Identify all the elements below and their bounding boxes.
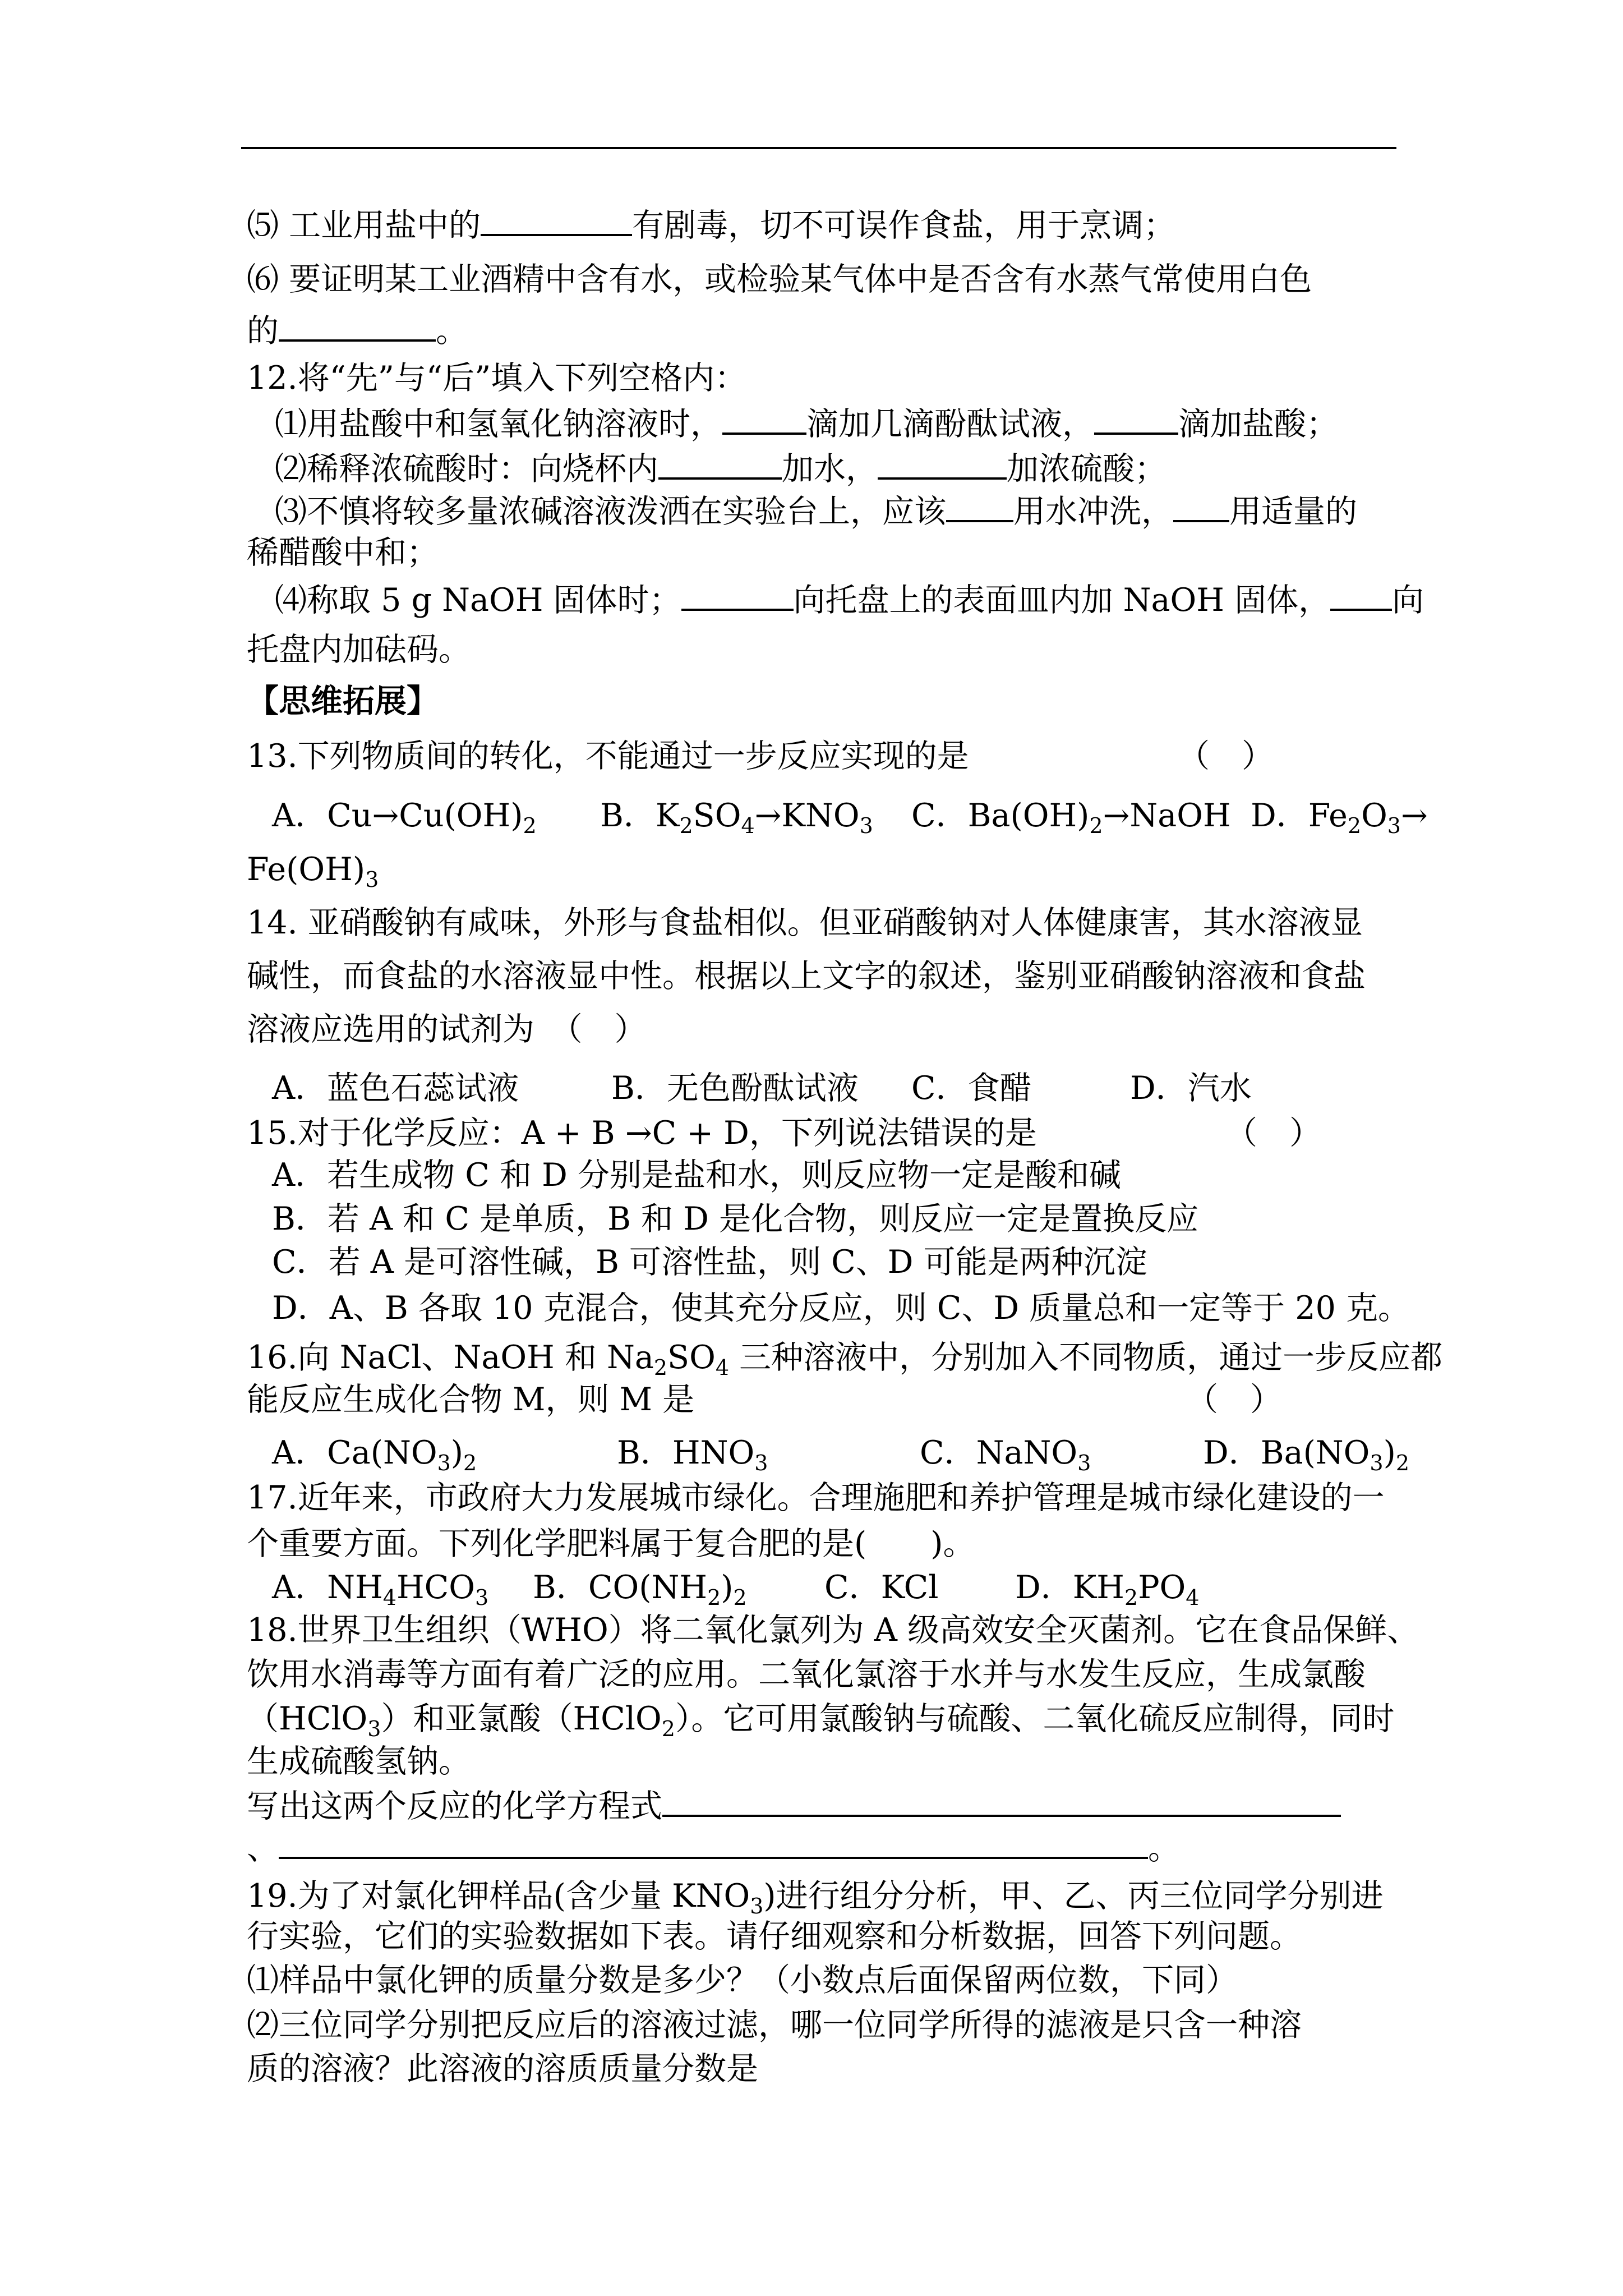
text: B．HNO <box>617 1434 755 1471</box>
subscript: 3 <box>437 1451 451 1475</box>
answer-blank[interactable] <box>681 581 794 611</box>
text: 。 <box>436 312 468 349</box>
text: 稀醋酸中和； <box>247 534 439 571</box>
q18-line-5 <box>247 1784 1341 1829</box>
subscript: 2 <box>661 1717 675 1741</box>
text: 加浓硫酸； <box>1007 450 1166 487</box>
subscript: 2 <box>707 1585 721 1610</box>
subscript: 2 <box>1395 1451 1410 1475</box>
subscript: 4 <box>382 1585 396 1610</box>
q18-line-1 <box>247 1608 1419 1653</box>
q16-line-2 <box>247 1377 694 1422</box>
answer-blank[interactable] <box>946 492 1013 522</box>
header-rule <box>241 147 1396 149</box>
text: ) <box>721 1569 734 1606</box>
text: C．若 A 是可溶性碱，B 可溶性盐，则 C、D 可能是两种沉淀 <box>272 1244 1147 1281</box>
subscript: 2 <box>1347 813 1362 838</box>
text: D．A、B 各取 10 克混合，使其充分反应，则 C、D 质量总和一定等于 20 克。 <box>272 1290 1410 1327</box>
text: 16.向 NaCl、NaOH 和 Na <box>247 1339 654 1376</box>
text: SO <box>667 1339 716 1376</box>
q17-option-d[interactable] <box>1015 1565 1199 1610</box>
q12-s1 <box>275 402 1338 447</box>
text: D．Fe <box>1251 797 1348 834</box>
q16-answer-paren[interactable] <box>1186 1377 1282 1422</box>
text: 【思维拓展】 <box>247 682 439 720</box>
q18-line-6 <box>247 1826 1180 1871</box>
subscript: 2 <box>1089 813 1103 838</box>
subscript: 3 <box>754 1451 768 1475</box>
q12-s4-cont <box>247 627 471 672</box>
text: ⑸ 工业用盐中的 <box>247 207 481 244</box>
text: 12.将“先”与“后”填入下列空格内： <box>247 360 747 397</box>
q14-line-2 <box>247 954 1366 999</box>
text: A．Cu→Cu(OH) <box>272 797 523 834</box>
q18-line-2 <box>247 1652 1366 1697</box>
text: （HClO <box>247 1700 368 1737</box>
q17-option-a[interactable] <box>272 1565 488 1610</box>
q18-line-4 <box>247 1739 471 1784</box>
q19-line-3 <box>247 1958 1238 2003</box>
text: ⑷称取 5 g NaOH 固体时； <box>275 582 681 619</box>
text: 质的溶液？此溶液的溶质质量分数是 <box>247 2050 758 2087</box>
q13-option-a[interactable] <box>272 793 537 838</box>
subscript: 4 <box>715 1355 730 1380</box>
q19-line-4 <box>247 2003 1302 2047</box>
text: O <box>1361 797 1387 834</box>
text: ）和亚氯酸（HClO <box>381 1700 662 1737</box>
q14-option-c[interactable] <box>911 1066 1032 1111</box>
subscript: 3 <box>1077 1451 1091 1475</box>
equation-blank-2[interactable] <box>279 1829 1148 1859</box>
text: ⑵稀释浓硫酸时：向烧杯内 <box>275 450 658 487</box>
subscript: 2 <box>679 813 693 838</box>
text: ) <box>1383 1434 1396 1471</box>
text: ) <box>450 1434 464 1471</box>
q11-line-6 <box>247 257 1312 302</box>
subscript: 4 <box>1186 1585 1200 1610</box>
answer-blank[interactable] <box>658 449 782 480</box>
text: ⑶不慎将较多量浓碱溶液泼洒在实验台上，应该 <box>275 493 946 530</box>
text: 能反应生成化合物 M，则 M 是 <box>247 1381 695 1418</box>
text: C．KCl <box>824 1569 939 1606</box>
q17-line-1 <box>247 1475 1385 1520</box>
answer-blank[interactable] <box>279 311 436 342</box>
q12-title <box>247 356 746 401</box>
q19-line-5 <box>247 2046 758 2091</box>
text: 向托盘上的表面皿内加 NaOH 固体， <box>793 582 1331 619</box>
q11-line-5 <box>247 203 1175 248</box>
text: （ ） <box>1225 1115 1321 1152</box>
subscript: 3 <box>367 1717 381 1741</box>
subscript: 2 <box>523 813 537 838</box>
q16-option-b[interactable] <box>617 1430 768 1475</box>
text: 滴加盐酸； <box>1178 406 1338 443</box>
answer-blank[interactable] <box>878 449 1007 480</box>
subscript: 2 <box>1124 1585 1138 1610</box>
text: B．若 A 和 C 是单质，B 和 D 是化合物，则反应一定是置换反应 <box>272 1200 1199 1237</box>
text: D．Ba(NO <box>1203 1434 1370 1471</box>
text: 用水冲洗， <box>1013 493 1173 530</box>
text: C．Ba(OH) <box>911 797 1090 834</box>
subscript: 2 <box>733 1585 747 1610</box>
text: （ ） <box>1186 1381 1282 1418</box>
subscript: 3 <box>475 1585 489 1610</box>
q15-answer-paren[interactable] <box>1225 1111 1321 1156</box>
text: )进行组分分析，甲、乙、丙三位同学分别进 <box>763 1878 1384 1915</box>
answer-blank[interactable] <box>1094 404 1178 435</box>
q19-line-2 <box>247 1914 1302 1959</box>
text: 碱性，而食盐的水溶液显中性。根据以上文字的叙述，鉴别亚硝酸钠溶液和食盐 <box>247 958 1366 995</box>
text: 14. 亚硝酸钠有咸味，外形与食盐相似。但亚硝酸钠对人体健康害，其水溶液显 <box>247 904 1363 941</box>
subscript: 3 <box>1387 813 1401 838</box>
text: 向 <box>1392 582 1424 619</box>
q18-line-3 <box>247 1696 1394 1741</box>
q15-stem <box>247 1111 1037 1156</box>
q15-option-c[interactable] <box>272 1240 1147 1285</box>
text: A．NH <box>272 1569 383 1606</box>
text: 个重要方面。下列化学肥料属于复合肥的是( )。 <box>247 1525 975 1562</box>
subscript: 3 <box>859 813 873 838</box>
q14-option-b[interactable] <box>611 1066 859 1111</box>
text: →NaOH <box>1103 797 1231 834</box>
q13-option-d-cont <box>247 847 379 892</box>
text: 托盘内加砝码。 <box>247 631 471 668</box>
q16-line-1 <box>247 1335 1442 1380</box>
text: （ ） <box>1178 738 1274 775</box>
text: →KNO <box>754 797 860 834</box>
subscript: 3 <box>365 867 379 892</box>
text: D．汽水 <box>1130 1070 1252 1107</box>
subscript: 4 <box>741 813 755 838</box>
text: HCO <box>396 1569 475 1606</box>
text: 、 <box>247 1830 279 1867</box>
section-title <box>247 679 439 724</box>
q17-option-b[interactable] <box>533 1565 747 1610</box>
text: 行实验，它们的实验数据如下表。请仔细观察和分析数据，回答下列问题。 <box>247 1918 1302 1955</box>
answer-blank[interactable] <box>722 404 806 435</box>
text: 溶液应选用的试剂为 （ ） <box>247 1011 647 1048</box>
text: 生成硫酸氢钠。 <box>247 1743 471 1780</box>
text: PO <box>1138 1569 1186 1606</box>
subscript: 2 <box>463 1451 477 1475</box>
q11-line-6b <box>247 309 468 353</box>
text: 18.世界卫生组织（WHO）将二氧化氯列为 A 级高效安全灭菌剂。它在食品保鲜、 <box>247 1612 1419 1649</box>
text: 饮用水消毒等方面有着广泛的应用。二氧化氯溶于水并与水发生反应，生成氯酸 <box>247 1656 1366 1693</box>
text: A．若生成物 C 和 D 分别是盐和水，则反应物一定是酸和碱 <box>272 1157 1121 1194</box>
q14-option-d[interactable] <box>1130 1066 1252 1111</box>
text: C．NaNO <box>920 1434 1078 1471</box>
text: B．K <box>600 797 680 834</box>
q13-answer-paren[interactable] <box>1178 734 1274 779</box>
text: 17.近年来，市政府大力发展城市绿化。合理施肥和养护管理是城市绿化建设的一 <box>247 1479 1385 1516</box>
q15-option-b[interactable] <box>272 1197 1198 1241</box>
text: Fe(OH) <box>247 851 366 888</box>
subscript: 2 <box>653 1355 668 1380</box>
subscript: 3 <box>750 1894 764 1918</box>
text: 滴加几滴酚酞试液， <box>806 406 1094 443</box>
q12-s3 <box>275 489 1357 534</box>
q12-s3-cont <box>247 530 439 575</box>
text: ⑹ 要证明某工业酒精中含有水，或检验某气体中是否含有水蒸气常使用白色 <box>247 261 1312 298</box>
q16-option-d[interactable] <box>1203 1430 1409 1475</box>
q14-option-a[interactable] <box>272 1066 519 1111</box>
text: 15.对于化学反应：A + B →C + D，下列说法错误的是 <box>247 1115 1037 1152</box>
q12-s4 <box>275 578 1424 623</box>
q14-line-1 <box>247 900 1363 945</box>
text: 写出这两个反应的化学方程式 <box>247 1788 662 1825</box>
text: → <box>1400 797 1428 834</box>
q19-line-1 <box>247 1874 1384 1918</box>
text: B．CO(NH <box>533 1569 708 1606</box>
text: B．无色酚酞试液 <box>611 1070 859 1107</box>
text: 用适量的 <box>1229 493 1357 530</box>
q16-option-a[interactable] <box>272 1430 477 1475</box>
q14-line-3 <box>247 1007 647 1052</box>
q13-option-c[interactable] <box>911 793 1231 838</box>
text: 的 <box>247 312 279 349</box>
text: 有剧毒，切不可误作食盐，用于烹调； <box>632 207 1176 244</box>
text: D．KH <box>1015 1569 1124 1606</box>
text: ）。它可用氯酸钠与硫酸、二氧化硫反应制得，同时 <box>675 1700 1395 1737</box>
q16-option-c[interactable] <box>920 1430 1091 1475</box>
text: A．Ca(NO <box>272 1434 437 1471</box>
q17-line-2 <box>247 1521 975 1566</box>
text: 13.下列物质间的转化，不能通过一步反应实现的是 <box>247 738 969 775</box>
text: 三种溶液中，分别加入不同物质，通过一步反应都 <box>729 1339 1443 1376</box>
answer-blank[interactable] <box>1173 492 1229 522</box>
answer-blank[interactable] <box>481 206 632 236</box>
q12-s2 <box>275 447 1166 491</box>
subscript: 3 <box>1370 1451 1384 1475</box>
q13-option-d[interactable] <box>1251 793 1428 838</box>
q15-option-d[interactable] <box>272 1286 1410 1331</box>
q17-option-c[interactable] <box>824 1565 939 1610</box>
q15-option-a[interactable] <box>272 1153 1121 1198</box>
answer-blank[interactable] <box>1330 581 1392 611</box>
q13-stem <box>247 734 969 779</box>
text: ⑵三位同学分别把反应后的溶液过滤，哪一位同学所得的滤液是只含一种溶 <box>247 2007 1302 2044</box>
equation-blank-1[interactable] <box>662 1787 1341 1817</box>
text: 。 <box>1148 1830 1180 1867</box>
text: 加水， <box>782 450 878 487</box>
text: 19.为了对氯化钾样品(含少量 KNO <box>247 1878 750 1915</box>
text: SO <box>693 797 741 834</box>
text: ⑴样品中氯化钾的质量分数是多少？（小数点后面保留两位数，下同） <box>247 1962 1238 1999</box>
text: ⑴用盐酸中和氢氧化钠溶液时， <box>275 406 722 443</box>
q13-option-b[interactable] <box>600 793 873 838</box>
text: A．蓝色石蕊试液 <box>272 1070 519 1107</box>
text: C．食醋 <box>911 1070 1032 1107</box>
